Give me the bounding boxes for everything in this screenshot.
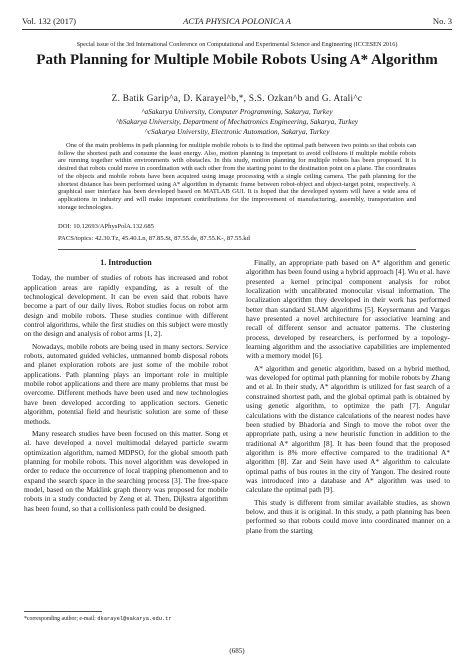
pacs-codes: PACS/topics: 42.30.Tz, 45.40.Ln, 87.85.St, 87.55.de, 87.55.K-, 87.55.kd xyxy=(58,235,250,242)
issue-number: No. 3 xyxy=(432,16,452,26)
paragraph: Nowadays, mobile robots are being used in many sectors. Service robots, automated guided vehicles, unmanned bomb disposal robots and planet exploration robots are just some of the mobile robot applications. Path planning plays an important role in multiple mobile robot applications and there are many problems that must be overcome. Different methods have been used and new technologies have been developed according to application sectors. Genetic algorithm, potential field and heuristic solution are some of these methods. xyxy=(24,341,228,426)
journal-name: ACTA PHYSICA POLONICA A xyxy=(183,16,291,26)
section-heading: 1. Introduction xyxy=(100,258,152,267)
footnote-text: *corresponding author; e-mail: xyxy=(24,616,98,622)
running-header xyxy=(22,16,452,28)
affiliation-a: ^aSakarya University, Computer Programming, Sakarya, Turkey xyxy=(141,107,333,116)
author-email[interactable]: dkarayel@sakarya.edu.tr xyxy=(97,616,172,622)
author-text: Z. Batik Garip^a, D. Karayel^b,*, S.S. Ozkan^b and G. Atali^c xyxy=(111,93,363,103)
abstract-divider xyxy=(58,249,416,250)
left-column xyxy=(24,258,228,513)
paragraph: A* algorithm and genetic algorithm, based on a hybrid method, was developed for optimal path planning for mobile robots by Zhang and et al. In their study, A* algorithm is utilized for fast search of a constrained shortest path, and the global optimal path is obtained by using genetic algorithm, to optimize the path [7]. Angular calculations with the distance calculations of the nearest nodes have been studied by Bhadoria and Singh to move the robot over the appropriate path, using a new heuristic function in addition to the traditional A* algorithm [8]. It has been found that the proposed algorithm is 8% more effective compared to the traditional A* algorithm [8]. Zar and Sein have used A* algorithm to calculate optimal paths of bus routes in the city of Yangon. The desired route was introduced into a database and A* algorithm was used to calculate the optimal path [9]. xyxy=(246,363,450,495)
doi-link[interactable]: DOI: 10.12693/APhysPolA.132.685 xyxy=(58,223,154,230)
paragraph: Many research studies have been focused on this matter. Song et al. have developed a novel multimodal delayed particle swarm optimization algorithm, named MDPSO, for the global smooth path planning for mobile robots. This novel algorithm was developed in order to reduce the occurrence of local trapping phenomenon and to expand the search space in the searching process [3]. The free-space model, based on the Maklink graph theory was proposed for mobile robots in a study conducted by Zeng et al. Then, Dijkstra algorithm has been found, so that a collisionless path could be designed. xyxy=(24,428,228,513)
volume-info: Vol. 132 (2017) xyxy=(22,16,77,26)
right-column xyxy=(246,258,450,535)
abstract: One of the main problems in path planning for multiple mobile robots is to find the optimal path between two points so that robots can follow the shortest path and consume the least energy. Also, motion planning is important to avoid collisions if multiple mobile robots are running together within environments with obstacles. In this study, motion planning for multiple robots has been proposed. It is desired that robots could move in coordination with each other from the starting point to the destination point on a plane. The coordinates of the objects and mobile robots have been acquired using image processing with a single ceiling camera. The path planning for the shortest distance has been performed using A* algorithm in dynamic frame between robot-object and object-target point, respectively. A graphical user interface has been developed based on MATLAB GUI. It is hoped that the developed system will have a wide area of applications in industry and will make important contributions for the improvement of manufacturing, assembly, transportation and storage technologies. xyxy=(58,142,416,211)
paragraph: Today, the number of studies of robots has increased and robot application areas are rapidly expanding, as a result of the technological development. It can be even said that robots have become a part of our daily lives. Robot studies focus on robot arm design and mobile robots. These studies continue with different control algorithms, while the first studies on this subject were mostly on the design and analysis of robot arms [1, 2]. xyxy=(24,273,228,339)
author-list xyxy=(22,93,452,103)
affiliation-b: ^bSakarya University, Department of Mechatronics Engineering, Sakarya, Turkey xyxy=(115,117,359,126)
page-number: (685) xyxy=(229,647,245,655)
header-rule xyxy=(22,29,452,30)
affiliation-c: ^cSakarya University, Electronic Automation, Sakarya, Turkey xyxy=(144,127,330,136)
footnote xyxy=(24,616,172,622)
footnote-rule xyxy=(24,611,102,612)
paragraph: Finally, an appropriate path based on A* algorithm and genetic algorithm has been found using a hybrid approach [4]. Wu et al. have presented a kernel principal component analysis for robot localization with uncalibrated monocular visual information. The localization algorithm they developed in their work has performed better than standard SLAM algorithms [5]. Keysermann and Vargas have presented a novel architecture for associative learning and recall of different sensor and actuator patterns. The clustering process, developed by researchers, is performed by a topology-learning algorithm and the associative capabilities are implemented with a memory model [6]. xyxy=(246,258,450,361)
paragraph: This study is different from similar available studies, as shown below, and thus it is original. In this study, a path planning has been performed so that robots could move into coordinated manner on a plane from the starting xyxy=(246,497,450,535)
paper-title: Path Planning for Multiple Mobile Robots Using A* Algorithm xyxy=(36,52,438,68)
special-issue-note: Special issue of the 3rd International Conference on Computational and Experimental Science and Engineering (ICCESEN 2016) xyxy=(76,41,398,48)
